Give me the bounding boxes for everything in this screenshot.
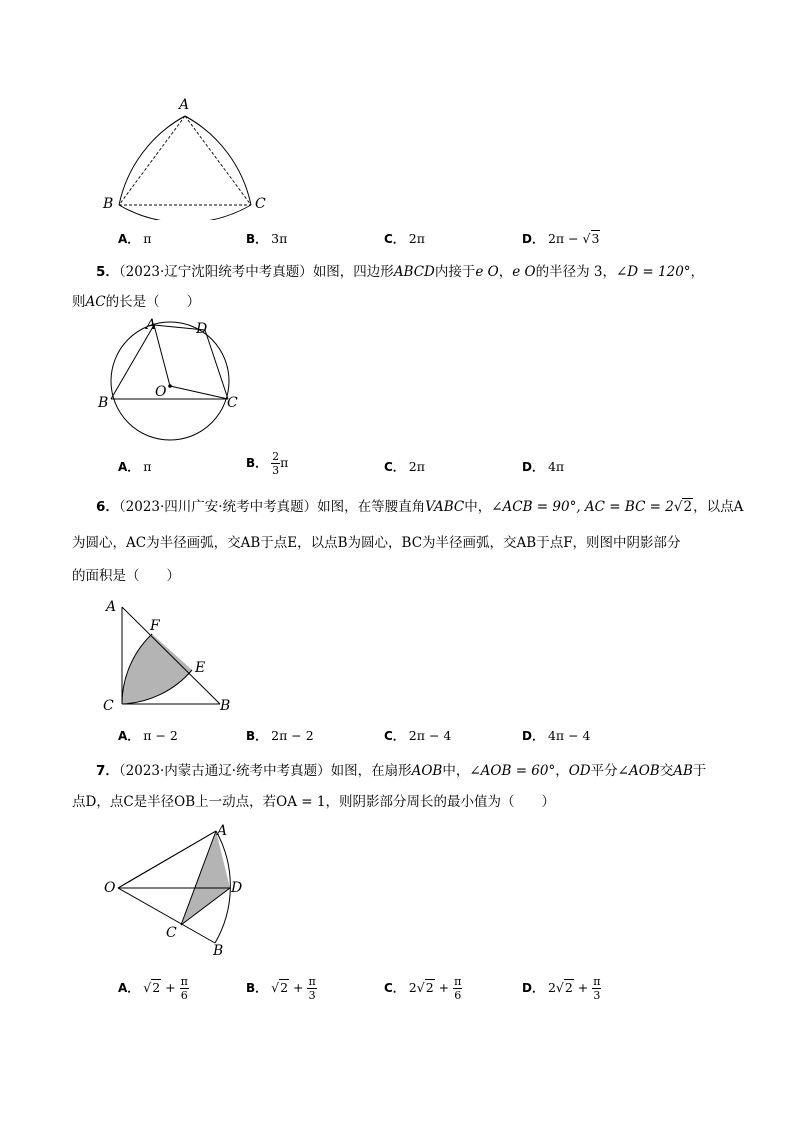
q6-label-f: F: [150, 618, 160, 634]
q7-text-1f: 于: [692, 763, 707, 779]
q5-option-b-fraction: [271, 450, 280, 477]
q7-angle-2: ∠AOB: [617, 763, 660, 779]
q4-option-d: [522, 230, 600, 247]
q5-quad: ABCD: [393, 264, 435, 280]
q6-option-b-text: 2π − 2: [271, 728, 314, 743]
q5-option-c-text: 2π: [408, 459, 425, 474]
q6-option-a-text: π − 2: [143, 728, 178, 743]
q6-stem-line3: 的面积是（ ）: [72, 568, 180, 584]
q4-label-b: B: [103, 196, 114, 212]
q6-option-c-text: 2π − 4: [408, 728, 452, 743]
q7-option-b-radicand: 2: [280, 980, 289, 995]
q7-option-a-den: 6: [180, 989, 188, 1002]
q5-option-a: [118, 458, 152, 475]
q7-option-b-sqrt-sign: √: [271, 980, 280, 995]
q5-option-b: [246, 450, 288, 477]
q4-option-c-text: 2π: [408, 231, 425, 246]
q6-option-b: [246, 727, 314, 744]
q6-text-1c: ，以点A: [693, 499, 744, 515]
q4-option-b-text: 3π: [271, 231, 288, 246]
q5-text-1b: 内接于: [434, 264, 476, 280]
q7-label-d: D: [231, 880, 243, 896]
q7-option-a-plus: +: [161, 980, 180, 995]
q7-option-c-fraction: [453, 975, 462, 1002]
q7-option-b-plus: +: [289, 980, 308, 995]
q4-option-c-letter: C．: [384, 232, 405, 246]
q4-option-b-letter: B．: [246, 232, 268, 246]
q7-figure: [95, 818, 255, 958]
q7-option-d-letter: D．: [522, 981, 544, 995]
q7-option-b-letter: B．: [246, 981, 268, 995]
q7-option-c-num: π: [454, 975, 462, 988]
q7-option-d-radicand: 2: [564, 980, 573, 995]
q5-option-b-letter: B．: [246, 456, 268, 470]
q7-od: OD: [568, 763, 591, 779]
q5-option-b-suffix: π: [280, 455, 289, 470]
q6-label-c: C: [103, 698, 114, 714]
q7-option-d-plus: +: [573, 980, 593, 995]
q4-option-d-sqrt-sign: √: [582, 231, 591, 246]
q4-option-a-text: π: [143, 231, 152, 246]
q6-label-a: A: [106, 599, 117, 615]
q5-label-b: B: [98, 395, 109, 411]
q7-option-b-fraction: [307, 975, 316, 1002]
q7-text-1c: ，: [555, 763, 569, 779]
q7-option-c-letter: C．: [384, 981, 405, 995]
q7-text-1b: 中，: [442, 763, 470, 779]
q6-triangle: VABC: [425, 499, 465, 515]
q6-number: 6．: [96, 499, 119, 515]
q7-option-c-den: 6: [454, 989, 462, 1002]
q6-option-c: [384, 727, 451, 744]
q7-stem-line1: [96, 761, 706, 781]
q5-text-2a: 则: [72, 294, 86, 310]
q6-text-1b: 中，: [464, 499, 492, 515]
q7-option-c-sqrt-sign: √: [416, 980, 425, 995]
q6-option-b-letter: B．: [246, 729, 268, 743]
q7-stem-line2: 点D，点C是半径OB上一动点，若OA = 1，则阴影部分周长的最小值为（ ）: [72, 794, 555, 810]
q4-label-c: C: [255, 196, 266, 212]
q4-option-b: [246, 230, 287, 247]
q5-source: （2023·辽宁沈阳统考中考真题）: [118, 264, 313, 280]
q5-circle-2: e O: [512, 264, 536, 280]
q7-source: （2023·内蒙古通辽·统考中考真题）: [118, 763, 331, 779]
q6-text-1a: 如图，在等腰直角: [317, 499, 426, 515]
q7-number: 7．: [96, 763, 119, 779]
q5-text-1c: ，: [498, 264, 513, 280]
q7-angle: ∠AOB = 60°: [469, 763, 556, 779]
q7-option-b: [246, 975, 317, 1002]
q5-label-o: O: [155, 384, 167, 400]
q7-text-1e: 交: [659, 763, 674, 779]
q5-text-1d: 的半径为 3，: [535, 264, 616, 280]
q5-text-1a: 如图，四边形: [312, 264, 394, 280]
q5-center-dot: [168, 384, 172, 388]
q5-option-b-num: 2: [272, 450, 280, 463]
q4-arc-bc: [119, 205, 251, 220]
q6-source: （2023·四川广安·统考中考真题）: [118, 499, 318, 515]
q5-option-a-text: π: [143, 459, 152, 474]
q5-label-a: A: [146, 317, 157, 333]
q7-option-a-sqrt-sign: √: [143, 980, 152, 995]
q5-option-d-letter: D．: [522, 460, 544, 474]
q6-option-a-letter: A．: [118, 729, 140, 743]
q5-label-d: D: [196, 321, 208, 337]
q5-arc-ac: AC: [85, 294, 106, 310]
q7-option-a: [118, 975, 189, 1002]
q7-label-o: O: [104, 880, 116, 896]
q5-stem-line2: [72, 292, 200, 312]
q6-stem-line2: 为圆心，AC为半径画弧，交AB于点E，以点B为圆心，BC为半径画弧，交AB于点F，则图中阴影部分: [72, 535, 681, 551]
q6-sqrt-sign: √: [673, 499, 683, 515]
q7-label-b: B: [213, 943, 224, 958]
q7-option-d-den: 3: [593, 989, 601, 1002]
q6-stem-line1: [96, 497, 743, 517]
q7-option-b-den: 3: [308, 989, 316, 1002]
q4-label-a: A: [179, 97, 190, 113]
q6-figure: [100, 592, 240, 717]
q4-dashed-triangle: [119, 116, 251, 205]
q5-label-c: C: [227, 395, 238, 411]
q4-option-a: [118, 230, 152, 247]
q7-option-c: [384, 975, 462, 1002]
q4-option-d-radicand: 3: [591, 231, 600, 246]
q6-option-a: [118, 727, 178, 744]
q4-option-d-prefix: 2π −: [547, 231, 583, 246]
q5-option-c: [384, 458, 425, 475]
q4-option-d-letter: D．: [522, 232, 544, 246]
q6-label-e: E: [195, 660, 206, 676]
q7-option-d-fraction: [592, 975, 601, 1002]
q7-option-c-radicand: 2: [425, 980, 434, 995]
q7-label-a: A: [217, 823, 228, 839]
q6-option-d-letter: D．: [522, 729, 544, 743]
q5-circle: [111, 322, 229, 440]
q4-option-c: [384, 230, 425, 247]
q7-option-d: [522, 975, 601, 1002]
q6-shaded-region: [122, 634, 192, 704]
q4-option-a-letter: A．: [118, 232, 140, 246]
q7-option-a-radicand: 2: [152, 980, 161, 995]
q7-option-d-num: π: [593, 975, 601, 988]
q6-radicand: 2: [683, 499, 693, 515]
q6-option-d-text: 4π − 4: [547, 728, 591, 743]
q4-reuleaux-arcs: [119, 116, 251, 220]
q7-option-d-coef: 2: [547, 980, 556, 995]
q7-arc-ab: AB: [673, 763, 693, 779]
q7-sector: AOB: [411, 763, 443, 779]
q5-option-d: [522, 458, 564, 475]
q7-option-b-num: π: [308, 975, 316, 988]
q7-label-c: C: [166, 925, 177, 941]
q5-stem-line1: [96, 262, 704, 282]
q5-option-c-letter: C．: [384, 460, 405, 474]
q5-number: 5．: [96, 264, 119, 280]
q5-option-b-den: 3: [272, 464, 280, 477]
q7-text-1a: 如图，在扇形: [330, 763, 412, 779]
q7-option-d-sqrt-sign: √: [555, 980, 564, 995]
q7-option-a-letter: A．: [118, 981, 140, 995]
q5-option-d-text: 4π: [547, 459, 565, 474]
q5-option-a-letter: A．: [118, 460, 140, 474]
q7-text-1d: 平分: [590, 763, 618, 779]
q6-option-d: [522, 727, 591, 744]
q5-angle: ∠D = 120°: [616, 264, 691, 280]
q7-option-c-coef: 2: [408, 980, 417, 995]
q7-option-a-num: π: [180, 975, 188, 988]
q6-condition: ∠ACB = 90°, AC = BC = 2: [491, 499, 674, 515]
q7-option-a-fraction: [180, 975, 189, 1002]
q6-label-b: B: [220, 698, 231, 714]
q5-text-1e: ，: [690, 264, 705, 280]
q5-figure: [95, 312, 255, 452]
q6-option-c-letter: C．: [384, 729, 405, 743]
q7-option-c-plus: +: [434, 980, 454, 995]
q5-circle-1: e O: [475, 264, 499, 280]
q5-text-2b: 的长是（ ）: [105, 294, 201, 310]
q4-figure: [95, 92, 285, 220]
q5-lines: [111, 325, 228, 399]
